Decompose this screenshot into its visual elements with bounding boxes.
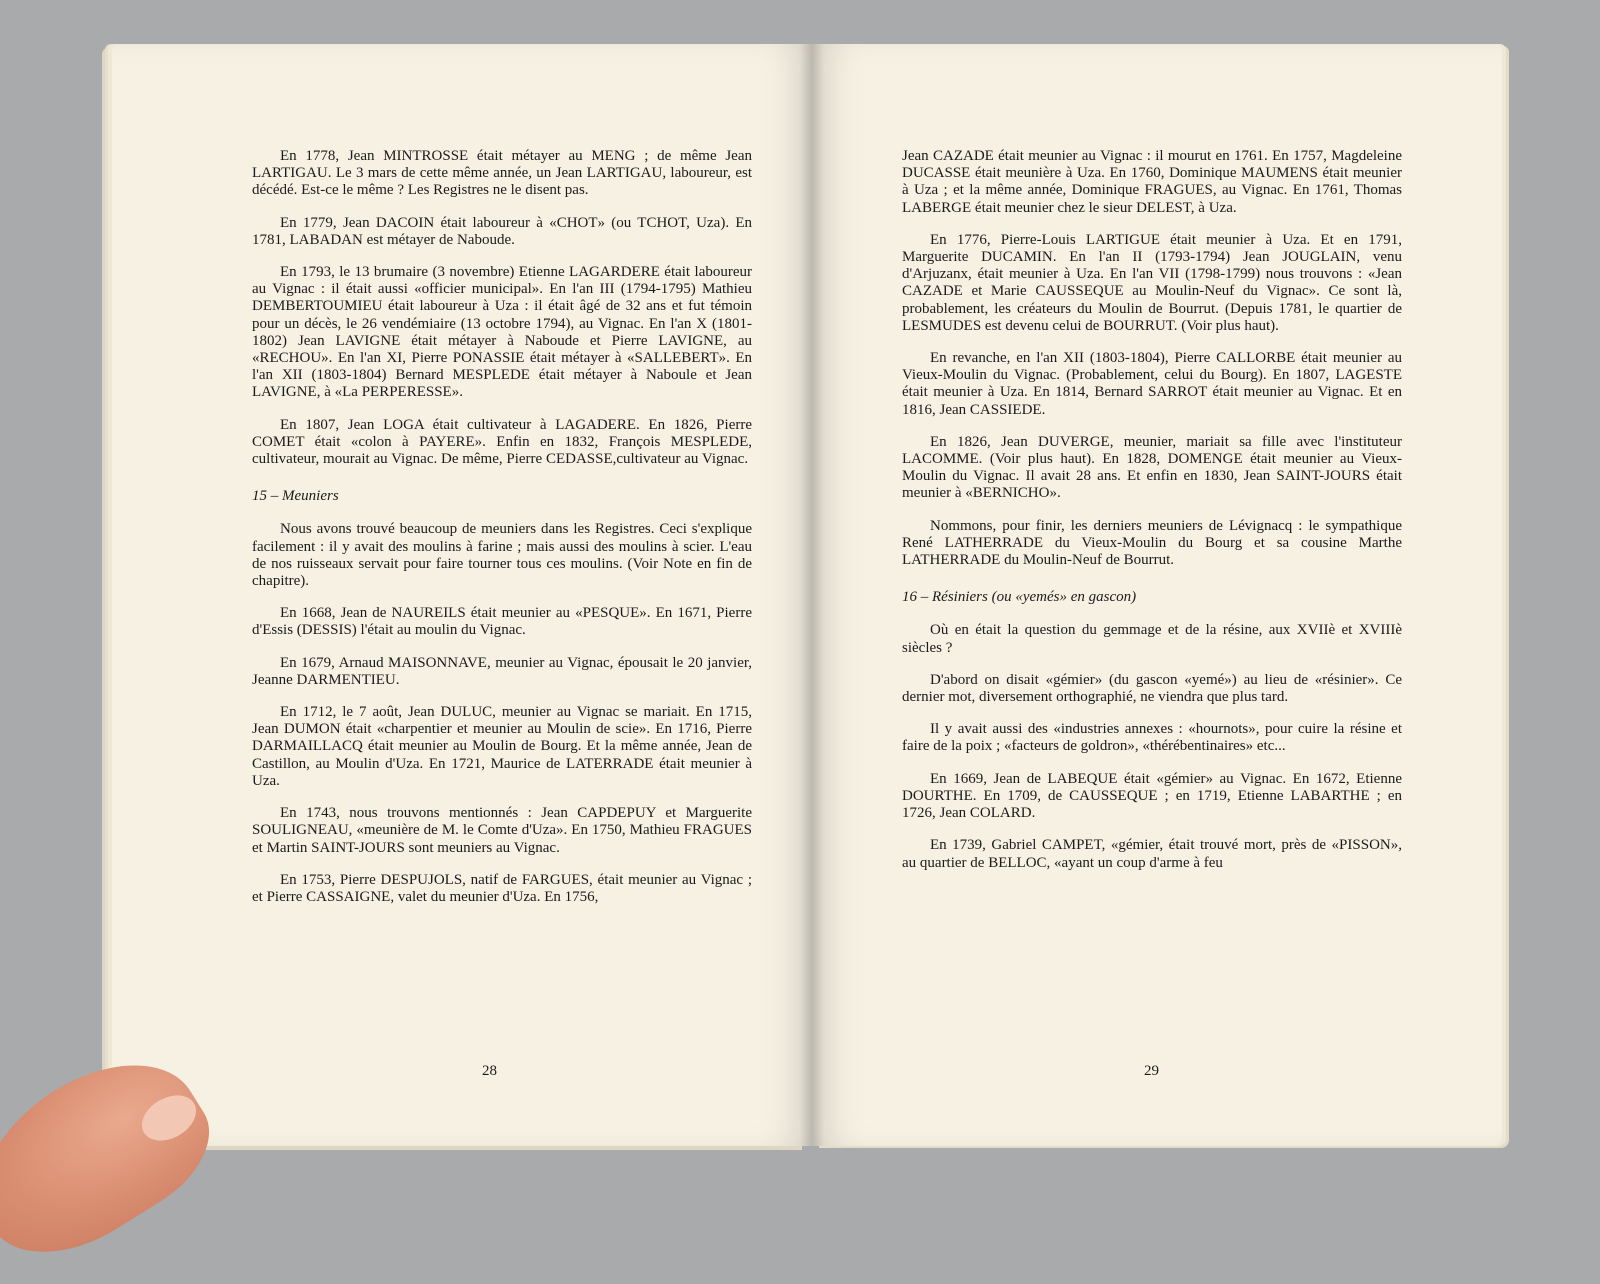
paragraph: Nous avons trouvé beaucoup de meuniers dans les Registres. Ceci s'explique facilement : il y avait des moulins à farine ; mais aussi des moulins à scier. L'eau de nos ruisseaux servait pour faire tourner tous ces moulins. (Voir Note en fin de chapitre). xyxy=(252,521,752,590)
paragraph: En 1679, Arnaud MAISONNAVE, meunier au Vignac, épousait le 20 janvier, Jeanne DARMENTIEU. xyxy=(252,654,752,688)
paragraph: Nommons, pour finir, les derniers meuniers de Lévignacq : le sympathique René LATHERRADE du Vieux-Moulin du Bourg et sa cousine Marthe LATHERRADE du Moulin-Neuf de Bourrut. xyxy=(902,517,1402,569)
paragraph: Jean CAZADE était meunier au Vignac : il mourut en 1761. En 1757, Magdeleine DUCASSE était meunière à Uza. En 1760, Dominique MAUMENS était meunier à Uza ; et la même année, Dominique FRAGUES, au Vignac. En 1761, Thomas LABERGE était meunier chez le sieur DELEST, à Uza. xyxy=(902,148,1402,216)
page-number: 29 xyxy=(1144,1063,1159,1079)
section-heading: 15 – Meuniers xyxy=(252,488,339,505)
paragraph: En 1776, Pierre-Louis LARTIGUE était meunier à Uza. Et en 1791, Marguerite DUCAMIN. En l'an II (1793-1794) Jean JOUGLAIN, venu d'Arjuzanx, était meunier à Uza. En l'an VII (1798-1799) nous trouvons : «Jean CAZADE et Marie CAUSSEQUE au Moulin-Neuf du Vignac». Ce sont là, probablement, les créateurs du Moulin de Bourrut. (Depuis 1781, le quartier de LESMUDES est devenu celui de BOURRUT. (Voir plus haut). xyxy=(902,231,1402,334)
paragraph: En 1778, Jean MINTROSSE était métayer au MENG ; de même Jean LARTIGAU. Le 3 mars de cette même année, un Jean LARTIGAU, laboureur, est décédé. Est-ce le même ? Les Registres ne le disent pas. xyxy=(252,148,752,199)
paragraph: En 1743, nous trouvons mentionnés : Jean CAPDEPUY et Marguerite SOULIGNEAU, «meunière de M. le Comte d'Uza». En 1750, Mathieu FRAGUES et Martin SAINT-JOURS sont meuniers au Vignac. xyxy=(252,805,752,856)
paragraph: En 1779, Jean DACOIN était laboureur à «CHOT» (ou TCHOT, Uza). En 1781, LABADAN est métayer de Naboude. xyxy=(252,214,752,248)
right-page xyxy=(812,44,1502,1146)
paragraph: En 1753, Pierre DESPUJOLS, natif de FARGUES, était meunier au Vignac ; et Pierre CASSAIGNE, valet du meunier d'Uza. En 1756, xyxy=(252,871,752,905)
paragraph: En 1826, Jean DUVERGE, meunier, mariait sa fille avec l'instituteur LACOMME. (Voir plus haut). En 1828, DOMENGE était meunier au Vieux-Moulin du Vignac. Il avait 28 ans. Et enfin en 1830, Jean SAINT-JOURS était meunier à «BERNICHO». xyxy=(902,433,1402,502)
section-heading: 16 – Résiniers (ou «yemés» en gascon) xyxy=(902,589,1137,606)
paragraph: En 1807, Jean LOGA était cultivateur à LAGADERE. En 1826, Pierre COMET était «colon à PAYERE». Enfin en 1832, François MESPLEDE, cultivateur, mourait au Vignac. De même, Pierre CEDASSE,cultivateur au Vignac. xyxy=(252,416,752,468)
paragraph: Où en était la question du gemmage et de la résine, aux XVIIè et XVIIIè siècles ? xyxy=(902,622,1402,656)
paragraph: En 1739, Gabriel CAMPET, «gémier, était trouvé mort, près de «PISSON», au quartier de BELLOC, «ayant un coup d'arme à feu xyxy=(902,837,1402,871)
page-number: 28 xyxy=(482,1063,497,1079)
paragraph: En 1793, le 13 brumaire (3 novembre) Etienne LAGARDERE était laboureur au Vignac : il était aussi «officier municipal». En l'an III (1794-1795) Mathieu DEMBERTOUMIEU était laboureur à Uza : il était âgé de 32 ans et fut témoin pour un décès, le 26 vendémiaire (13 octobre 1794), au Vignac. En l'an X (1801-1802) Jean LAVIGNE était métayer à Naboude et Pierre LAVIGNE, au «RECHOU». En l'an XI, Pierre PONASSIE était métayer à «SALLEBERT». En l'an XII (1803-1804) Bernard MESPLEDE était métayer à Naboule et Jean LAVIGNE, à «La PERPERESSE». xyxy=(252,264,752,401)
book-gutter xyxy=(800,44,824,1146)
paragraph: En 1669, Jean de LABEQUE était «gémier» au Vignac. En 1672, Etienne DOURTHE. En 1709, de CAUSSEQUE ; en 1719, Etienne LABARTHE ; en 1726, Jean COLARD. xyxy=(902,770,1402,822)
right-page-text xyxy=(902,148,1402,1054)
paragraph: En revanche, en l'an XII (1803-1804), Pierre CALLORBE était meunier au Vieux-Moulin du Vignac. (Probablement, celui du Bourg). En 1807, LAGESTE était meunier à Uza. En 1814, Bernard SARROT était meunier au Vignac. Et en 1816, Jean CASSIEDE. xyxy=(902,350,1402,418)
left-page-text xyxy=(252,148,752,1054)
paragraph: D'abord on disait «gémier» (du gascon «yemé») au lieu de «résinier». Ce dernier mot, diversement orthographié, ne viendra que plus tard. xyxy=(902,671,1402,706)
left-page xyxy=(112,44,812,1146)
paragraph: En 1712, le 7 août, Jean DULUC, meunier au Vignac se mariait. En 1715, Jean DUMON était «charpentier et meunier au Moulin de scie». En 1716, Pierre DARMAILLACQ était meunier au Moulin de Bourg. Et la même année, Jean de Castillon, au Moulin d'Uza. En 1721, Maurice de LATERRADE était meunier à Uza. xyxy=(252,704,752,789)
paragraph: En 1668, Jean de NAUREILS était meunier au «PESQUE». En 1671, Pierre d'Essis (DESSIS) l'était au moulin du Vignac. xyxy=(252,605,752,639)
paragraph: Il y avait aussi des «industries annexes : «hournots», pour cuire la résine et faire de la poix ; «facteurs de goldron», «thérébentinaires» etc... xyxy=(902,721,1402,755)
